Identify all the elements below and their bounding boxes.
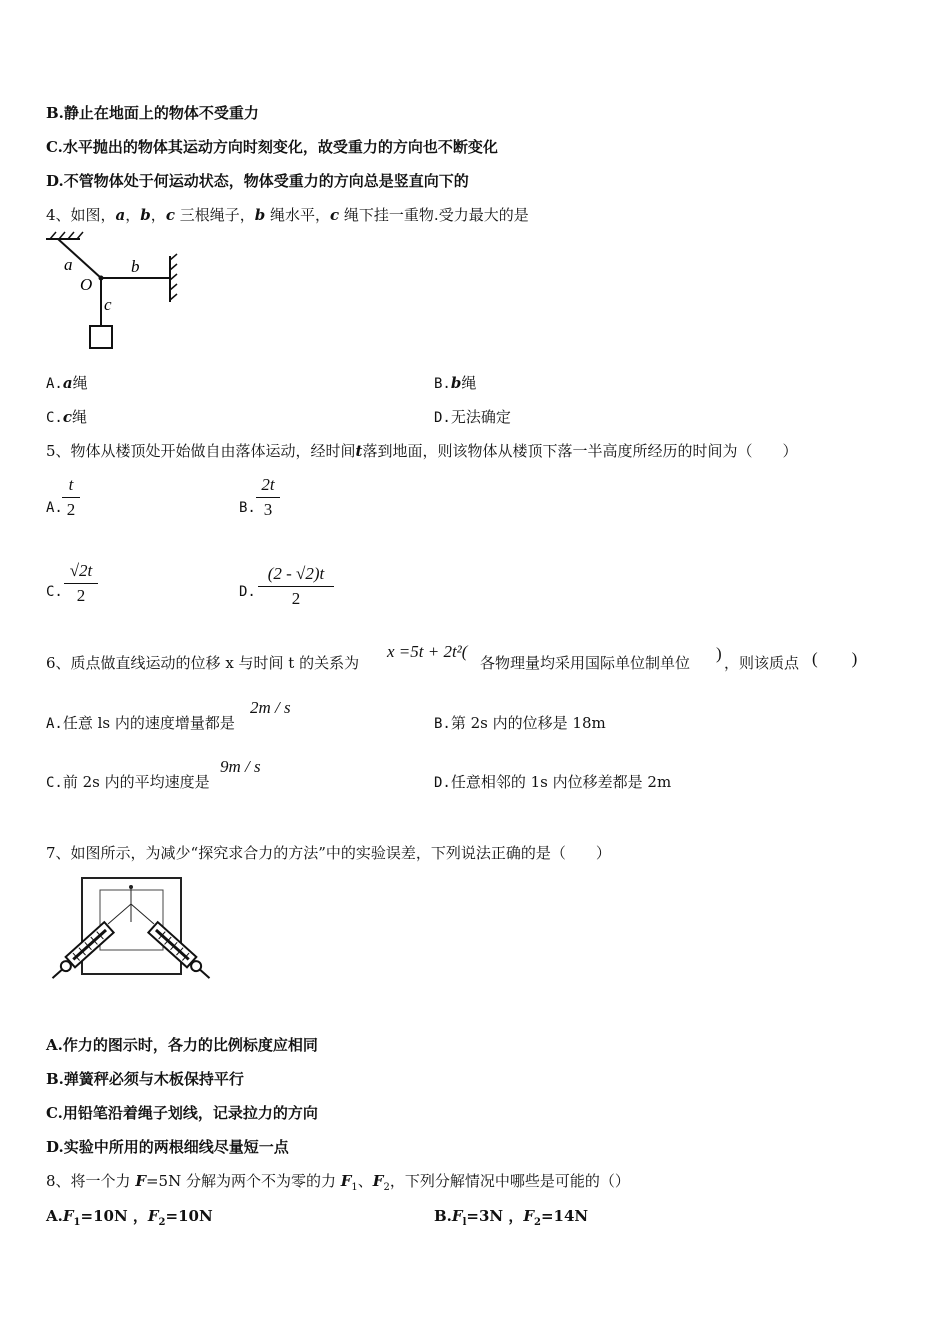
q5-option-a-fraction: t 2 xyxy=(62,474,80,521)
q4-option-c: C.c绳 xyxy=(46,408,88,426)
q6-option-c: C.前 2s 内的平均速度是 xyxy=(46,773,210,791)
q6-option-d: D.任意相邻的 1s 内位移差都是 2m xyxy=(434,773,672,791)
q4-option-b: B.b绳 xyxy=(434,374,477,392)
q5-option-a-label: A. xyxy=(46,500,63,516)
q5-option-d-label: D. xyxy=(239,584,256,600)
q4-rope-diagram xyxy=(40,228,190,358)
q6-formula: x =5t + 2t²( xyxy=(387,642,468,661)
q7-experiment-diagram xyxy=(46,872,216,1002)
q3-option-c: C.水平抛出的物体其运动方向时刻变化，故受重力的方向也不断变化 xyxy=(46,138,498,156)
q3-option-d: D.不管物体处于何运动状态，物体受重力的方向总是竖直向下的 xyxy=(46,172,469,190)
q5-option-b-label: B. xyxy=(239,500,256,516)
q4-stem: 4、如图，a，b，c 三根绳子，b 绳水平，c 绳下挂一重物.受力最大的是 xyxy=(46,206,529,224)
q6-answer-blank: ( ) xyxy=(812,649,858,668)
q4-option-a: A.a绳 xyxy=(46,374,88,392)
q7-option-a: A.作力的图示时，各力的比例标度应相同 xyxy=(46,1036,318,1054)
q8-option-b: $B.F_l=3N$ ，$F_2=14N$ xyxy=(434,1207,589,1228)
q4-label-c: c xyxy=(104,295,112,314)
q3-option-b: B.静止在地面上的物体不受重力 xyxy=(46,104,259,122)
q6-stem-paren: ) xyxy=(716,644,722,663)
q7-stem: 7、如图所示，为减少“探究求合力的方法”中的实验误差，下列说法正确的是（ ） xyxy=(46,844,611,862)
q6-stem-prefix: 6、质点做直线运动的位移 x 与时间 t 的关系为 xyxy=(46,654,360,672)
q4-label-o: O xyxy=(80,275,93,294)
q7-option-d: D.实验中所用的两根细线尽量短一点 xyxy=(46,1138,289,1156)
q6-option-c-unit: 9m / s xyxy=(220,757,261,776)
q7-option-b: B.弹簧秤必须与木板保持平行 xyxy=(46,1070,244,1088)
q5-stem: 5、物体从楼顶处开始做自由落体运动，经时间t落到地面，则该物体从楼顶下落一半高度所经历的时间为（ ） xyxy=(46,442,798,460)
q8-stem: 8、将一个力 F=5N 分解为两个不为零的力 $F_1$、$F_2$，下列分解情况中哪些是可能的（） xyxy=(46,1172,630,1193)
q5-option-c-fraction: √2t 2 xyxy=(64,560,98,607)
q6-option-b: B.第 2s 内的位移是 18m xyxy=(434,714,606,732)
q4-label-b: b xyxy=(131,257,140,276)
q4-label-a: a xyxy=(64,255,73,274)
q7-option-c: C.用铅笔沿着绳子划线，记录拉力的方向 xyxy=(46,1104,318,1122)
q4-option-d: D.无法确定 xyxy=(434,408,511,426)
q8-option-a: $A.F_1=10N$ ，$F_2=10N$ xyxy=(46,1207,213,1228)
q6-option-a-unit: 2m / s xyxy=(250,698,291,717)
q5-option-c-label: C. xyxy=(46,584,63,600)
q5-option-b-fraction: 2t 3 xyxy=(256,474,280,521)
q6-stem-end: ，则该质点 xyxy=(724,654,800,672)
q6-option-a: A.任意 ls 内的速度增量都是 xyxy=(46,714,235,732)
q5-option-d-fraction: (2 - √2)t 2 xyxy=(258,563,334,610)
q6-stem-mid: 各物理量均采用国际单位制单位 xyxy=(480,654,691,672)
